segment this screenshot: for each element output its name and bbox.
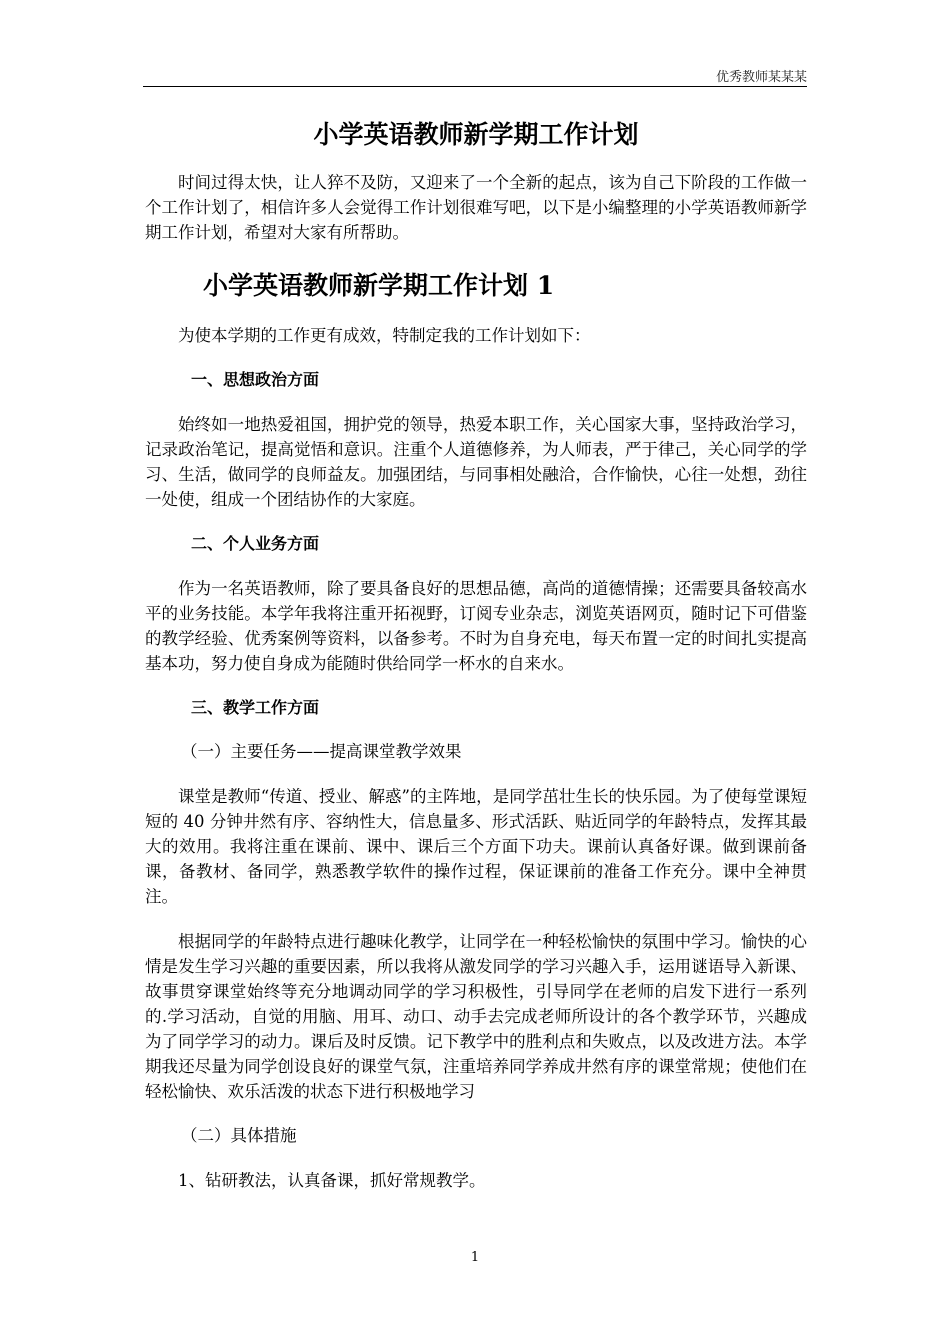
header-divider — [143, 86, 807, 87]
document-title: 小学英语教师新学期工作计划 — [313, 120, 639, 149]
measure-item-1: 1、钻研教法，认真备课，抓好常规教学。 — [178, 1171, 486, 1190]
professional-paragraph: 作为一名英语教师，除了要具备良好的思想品德，高尚的道德情操；还需要具备较高水平的业务技能。本学年我将注重开拓视野，订阅专业杂志，浏览英语网页，随时记下可借鉴的教学经验、优秀案例等资料，以备参考。不时为自身充电，每天布置一定的时间扎实提高基本功，努力使自身成为能随时供给同学一杯水的自来水。 — [145, 579, 807, 673]
document-body — [145, 118, 807, 1193]
subheading-measures: （二）具体措施 — [181, 1126, 297, 1145]
page-number: 1 — [470, 1250, 480, 1265]
subheading-main-task: （一）主要任务——提高课堂教学效果 — [181, 742, 462, 761]
intro-paragraph: 时间过得太快，让人猝不及防，又迎来了一个全新的起点，该为自己下阶段的工作做一个工作计划了，相信许多人会觉得工作计划很难写吧，以下是小编整理的小学英语教师新学期工作计划，希望对大家有所帮助。 — [145, 173, 807, 242]
heading-professional: 二、个人业务方面 — [191, 534, 320, 553]
page-header-text: 优秀教师某某某 — [715, 70, 807, 85]
politics-paragraph: 始终如一地热爱祖国，拥护党的领导，热爱本职工作，关心国家大事，坚持政治学习，记录政治笔记，提高觉悟和意识。注重个人道德修养，为人师表，严于律己，关心同学的学习、生活，做同学的良师益友。加强团结，与同事相处融洽，合作愉快，心往一处想，劲往一处使，组成一个团结协作的大家庭。 — [145, 415, 807, 509]
heading-teaching: 三、教学工作方面 — [191, 698, 320, 717]
section-title: 小学英语教师新学期工作计划 1 — [203, 271, 555, 300]
lead-paragraph: 为使本学期的工作更有成效，特制定我的工作计划如下： — [178, 326, 591, 345]
heading-politics: 一、思想政治方面 — [191, 370, 320, 389]
classroom-paragraph: 课堂是教师“传道、授业、解惑”的主阵地，是同学茁壮生长的快乐园。为了使每堂课短短的 40 分钟井然有序、容纳性大，信息量多、形式活跃、贴近同学的年龄特点，发挥其最大的效用。我将注重在课前、课中、课后三个方面下功夫。课前认真备好课。做到课前备课，备教材、备同学，熟悉教学软件的操作过程，保证课前的准备工作充分。课中全神贯注。 — [145, 787, 807, 906]
interest-paragraph: 根据同学的年龄特点进行趣味化教学，让同学在一种轻松愉快的氛围中学习。愉快的心情是发生学习兴趣的重要因素，所以我将从激发同学的学习兴趣入手，运用谜语导入新课、故事贯穿课堂始终等充分地调动同学的学习积极性，引导同学在老师的启发下进行一系列的.学习活动，自觉的用脑、用耳、动口、动手去完成老师所设计的各个教学环节，兴趣成为了同学学习的动力。课后及时反馈。记下教学中的胜利点和失败点，以及改进方法。本学期我还尽量为同学创设良好的课堂气氛，注重培养同学养成井然有序的课堂常规；使他们在轻松愉快、欢乐活泼的状态下进行积极地学习 — [145, 932, 807, 1101]
